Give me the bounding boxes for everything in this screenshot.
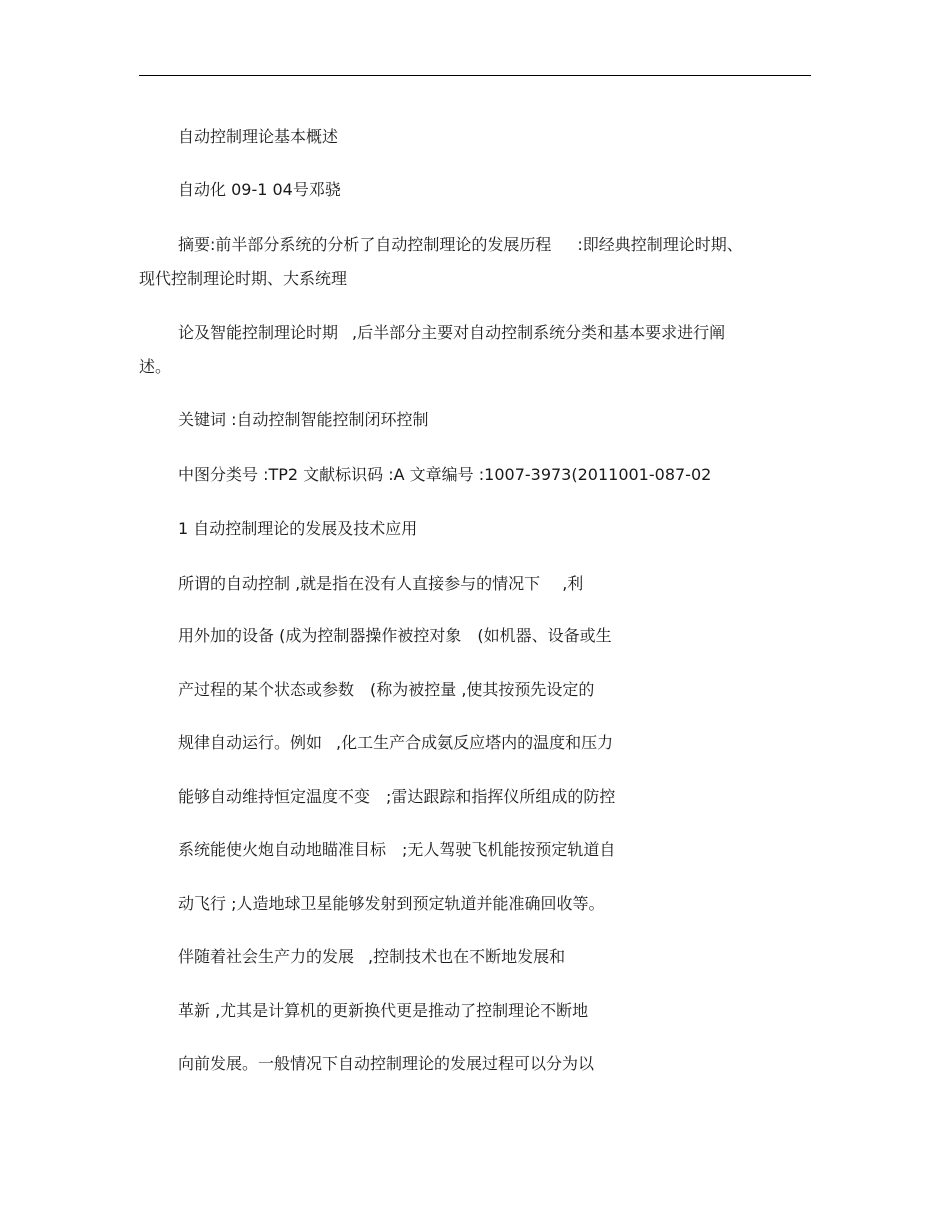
- keywords: 关键词 :自动控制智能控制闭环控制: [178, 410, 429, 429]
- body-line: [178, 840, 615, 860]
- classification: 中图分类号 :TP2 文献标识码 :A 文章编号 :1007-3973(2011001-087-02: [178, 465, 712, 484]
- body-line: [178, 1054, 594, 1074]
- body-line: [178, 680, 594, 700]
- header-rule: [139, 75, 811, 76]
- body-line-text: 规律自动运行。例如: [178, 733, 323, 752]
- abstract-line-3-b: ,后半部分主要对自动控制系统分类和基本要求进行阐: [352, 323, 726, 342]
- doc-title: 自动控制理论基本概述: [178, 127, 339, 146]
- body-line: [178, 733, 613, 753]
- body-line-text: 所谓的自动控制 ,就是指在没有人直接参与的情况下: [178, 574, 541, 593]
- body-line-text: 革新 ,尤其是计算机的更新换代更是推动了控制理论不断地: [178, 1001, 589, 1020]
- body-line-text: ;无人驾驶飞机能按预定轨道自: [402, 840, 616, 859]
- body-line-text: ,化工生产合成氨反应塔内的温度和压力: [336, 733, 614, 752]
- body-line: [178, 787, 615, 807]
- doc-author: 自动化 09-1 04号邓骁: [178, 180, 341, 199]
- abstract-line-3-a: 论及智能控制理论时期: [178, 323, 339, 342]
- abstract-line-4: 述。: [139, 357, 172, 376]
- body-line-text: ;雷达跟踪和指挥仪所组成的防控: [386, 787, 616, 806]
- abstract-line-1: [178, 235, 743, 255]
- body-line-text: 系统能使火炮自动地瞄准目标: [178, 840, 387, 859]
- abstract-line-3: [178, 323, 725, 343]
- body-line-text: 能够自动维持恒定温度不变: [178, 787, 371, 806]
- abstract-line-1-b: :即经典控制理论时期、: [577, 235, 743, 254]
- body-line-text: ,控制技术也在不断地发展和: [368, 947, 566, 966]
- body-line: [178, 894, 604, 914]
- body-line-text: 向前发展。一般情况下自动控制理论的发展过程可以分为以: [178, 1054, 595, 1073]
- abstract-line-2: 现代控制理论时期、大系统理: [139, 269, 348, 288]
- body-line: [178, 626, 612, 646]
- body-line-text: 用外加的设备 (成为控制器操作被控对象: [178, 626, 462, 645]
- body-line-text: (如机器、设备或生: [477, 626, 612, 645]
- body-line-text: ,利: [562, 574, 584, 593]
- abstract-line-1-a: 摘要:前半部分系统的分析了自动控制理论的发展历程: [178, 235, 552, 254]
- section-heading: 1 自动控制理论的发展及技术应用: [178, 519, 418, 538]
- body-line-text: (称为被控量 ,使其按预先设定的: [370, 680, 595, 699]
- body-line-text: 产过程的某个状态或参数: [178, 680, 355, 699]
- body-line: [178, 1001, 588, 1021]
- body-line-text: 伴随着社会生产力的发展: [178, 947, 355, 966]
- body-line: [178, 574, 583, 594]
- body-line: [178, 947, 565, 967]
- body-line-text: 动飞行 ;人造地球卫星能够发射到预定轨道并能准确回收等。: [178, 894, 605, 913]
